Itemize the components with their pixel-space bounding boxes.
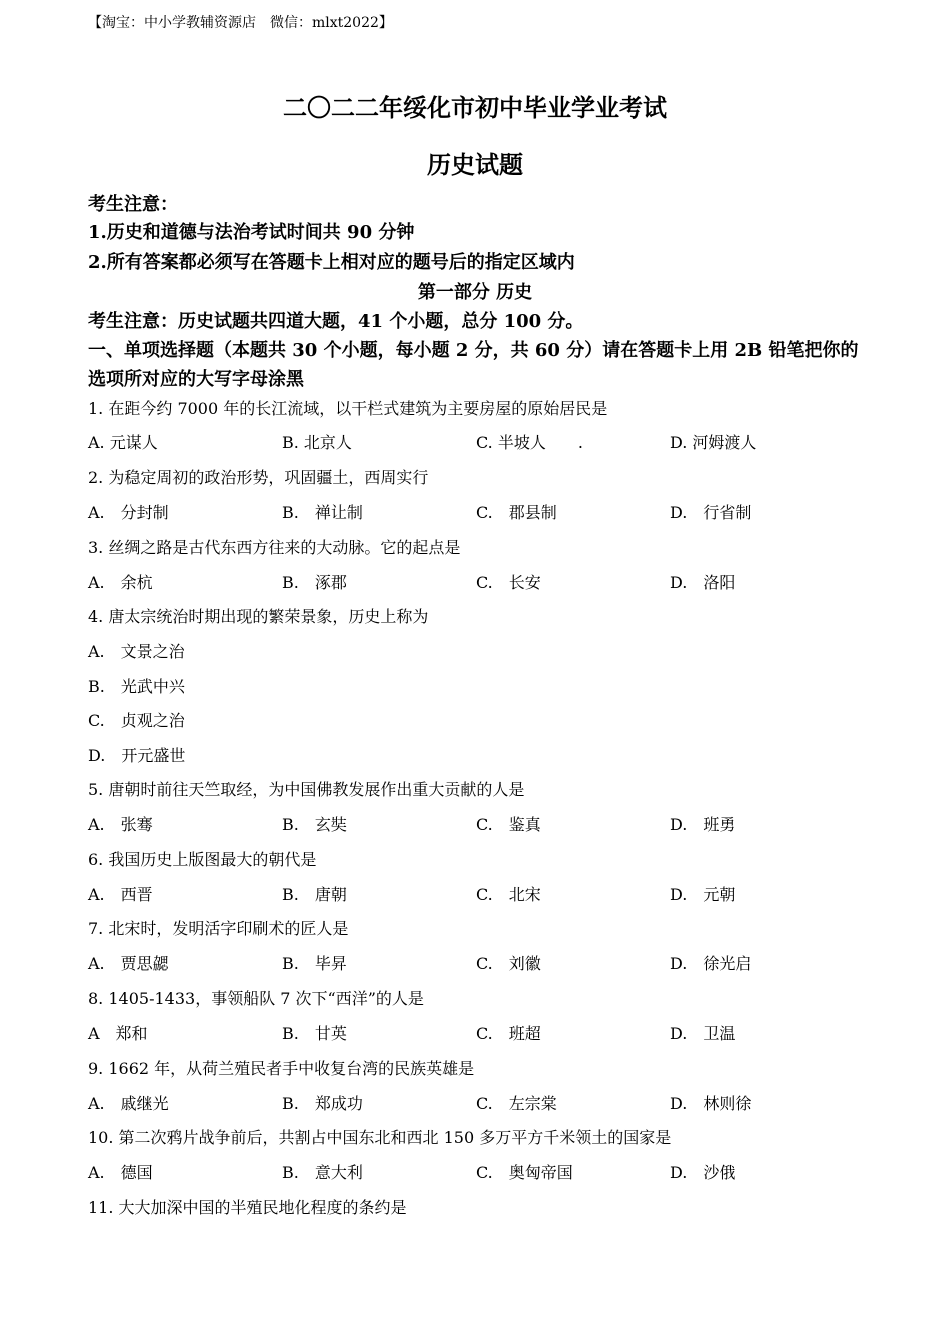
exam-subtitle: 历史试题 xyxy=(427,150,523,179)
option-4a: A. 文景之治 xyxy=(88,642,185,661)
option-1a: A. 元谋人 xyxy=(88,433,158,452)
option-9b: B. 郑成功 xyxy=(282,1094,363,1113)
question-stem-2: 2. 为稳定周初的政治形势，巩固疆土，西周实行 xyxy=(88,468,429,487)
option-1b: B. 北京人 xyxy=(282,433,352,452)
option-8a: A 郑和 xyxy=(88,1024,148,1043)
question-stem-4: 4. 唐太宗统治时期出现的繁荣景象，历史上称为 xyxy=(88,607,429,626)
option-6d: D. 元朝 xyxy=(670,885,736,904)
option-1c: C. 半坡人 . xyxy=(476,433,583,452)
option-2b: B. 禅让制 xyxy=(282,503,363,522)
option-3a: A. 余杭 xyxy=(88,573,153,592)
question-stem-10: 10. 第二次鸦片战争前后，共割占中国东北和西北 150 多万平方千米领土的国家是 xyxy=(88,1128,672,1147)
option-9c: C. 左宗棠 xyxy=(476,1094,557,1113)
part-notice: 考生注意：历史试题共四道大题，41 个小题，总分 100 分。 xyxy=(88,311,584,332)
exam-title: 二〇二二年绥化市初中毕业学业考试 xyxy=(283,93,667,122)
notice-heading: 考生注意： xyxy=(88,194,178,215)
question-stem-9: 9. 1662 年，从荷兰殖民者手中收复台湾的民族英雄是 xyxy=(88,1059,475,1078)
option-3c: C. 长安 xyxy=(476,573,541,592)
option-2d: D. 行省制 xyxy=(670,503,752,522)
option-7a: A. 贾思勰 xyxy=(88,954,169,973)
option-2c: C. 郡县制 xyxy=(476,503,557,522)
option-1d: D. 河姆渡人 xyxy=(670,433,757,452)
option-8b: B. 甘英 xyxy=(282,1024,347,1043)
option-5b: B. 玄奘 xyxy=(282,815,347,834)
notice-item-2: 2.所有答案都必须写在答题卡上相对应的题号后的指定区域内 xyxy=(88,252,575,273)
option-7b: B. 毕昇 xyxy=(282,954,347,973)
option-10c: C. 奥匈帝国 xyxy=(476,1163,573,1182)
option-7d: D. 徐光启 xyxy=(670,954,752,973)
option-2a: A. 分封制 xyxy=(88,503,169,522)
part-title: 第一部分 历史 xyxy=(417,282,533,303)
option-10b: B. 意大利 xyxy=(282,1163,363,1182)
notice-item-1: 1.历史和道德与法治考试时间共 90 分钟 xyxy=(88,222,415,243)
option-7c: C. 刘徽 xyxy=(476,954,541,973)
question-stem-8: 8. 1405-1433，事领船队 7 次下“西洋”的人是 xyxy=(88,989,424,1008)
option-3d: D. 洛阳 xyxy=(670,573,736,592)
option-5a: A. 张骞 xyxy=(88,815,153,834)
question-stem-11: 11. 大大加深中国的半殖民地化程度的条约是 xyxy=(88,1198,407,1217)
option-3b: B. 涿郡 xyxy=(282,573,347,592)
question-stem-5: 5. 唐朝时前往天竺取经，为中国佛教发展作出重大贡献的人是 xyxy=(88,780,525,799)
option-5d: D. 班勇 xyxy=(670,815,736,834)
option-6a: A. 西晋 xyxy=(88,885,153,904)
option-9a: A. 戚继光 xyxy=(88,1094,169,1113)
question-stem-6: 6. 我国历史上版图最大的朝代是 xyxy=(88,850,317,869)
option-4c: C. 贞观之治 xyxy=(88,711,185,730)
question-stem-1: 1. 在距今约 7000 年的长江流域，以干栏式建筑为主要房屋的原始居民是 xyxy=(88,399,608,418)
option-6c: C. 北宋 xyxy=(476,885,541,904)
option-10d: D. 沙俄 xyxy=(670,1163,736,1182)
header-note: 【淘宝：中小学教辅资源店 微信：mlxt2022】 xyxy=(88,15,393,31)
section-instructions-line1: 一、单项选择题（本题共 30 个小题，每小题 2 分，共 60 分）请在答题卡上用 2B 铅笔把你的 xyxy=(88,340,859,361)
section-instructions-line2: 选项所对应的大写字母涂黑 xyxy=(88,369,304,390)
option-5c: C. 鉴真 xyxy=(476,815,541,834)
option-4b: B. 光武中兴 xyxy=(88,677,185,696)
option-6b: B. 唐朝 xyxy=(282,885,347,904)
question-stem-3: 3. 丝绸之路是古代东西方往来的大动脉。它的起点是 xyxy=(88,538,461,557)
option-8d: D. 卫温 xyxy=(670,1024,736,1043)
option-10a: A. 德国 xyxy=(88,1163,153,1182)
option-9d: D. 林则徐 xyxy=(670,1094,752,1113)
question-stem-7: 7. 北宋时，发明活字印刷术的匠人是 xyxy=(88,919,349,938)
option-8c: C. 班超 xyxy=(476,1024,541,1043)
option-4d: D. 开元盛世 xyxy=(88,746,186,765)
